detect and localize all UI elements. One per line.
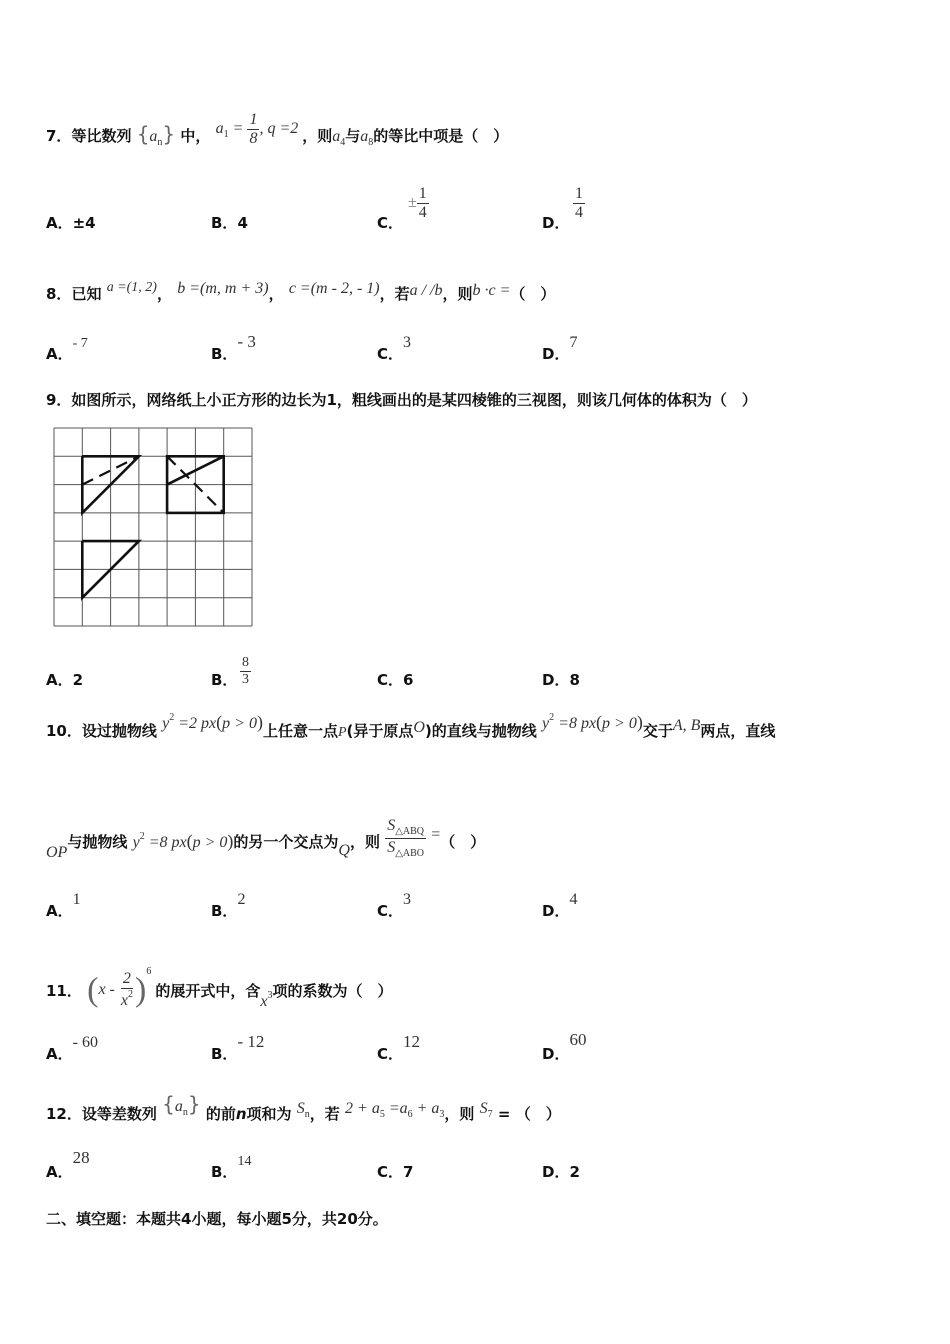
question-7: 7．等比数列 $\{a_n\}$ 中， $a_1$ = $\frac{1}{8}$ , q =2 ，则$a_4$与$a_8$的等比中项是（ ） bbox=[46, 111, 509, 149]
q7-option-c-value: ± $\frac{1}{4}$ bbox=[408, 185, 427, 221]
q11-option-b[interactable]: B．- 12 bbox=[211, 1032, 265, 1063]
q12-option-b[interactable]: B．14 bbox=[211, 1154, 252, 1181]
three-view-figure bbox=[52, 426, 256, 630]
q9-option-b-value: $\frac{8}{3}$ bbox=[242, 655, 249, 687]
q10-option-a[interactable]: A．1 bbox=[46, 891, 81, 920]
q7-option-c[interactable]: C． bbox=[377, 214, 404, 232]
brace-left: { bbox=[136, 122, 150, 147]
q8-option-b[interactable]: B．- 3 bbox=[211, 332, 256, 363]
q11-option-a[interactable]: A．- 60 bbox=[46, 1034, 98, 1063]
q7-option-d[interactable]: D． bbox=[542, 214, 570, 232]
q10-option-d[interactable]: D．4 bbox=[542, 891, 578, 920]
q8-option-a[interactable]: A．- 7 bbox=[46, 336, 88, 363]
question-10-line2: OP与抛物线 $y^2 =8$ px(p > 0)的另一个交点为Q，则 $\frac{S_{\triangle ABQ}}{S_{\triangle ABO}}$ =（ ） bbox=[46, 817, 486, 861]
q9-option-d[interactable]: D．8 bbox=[542, 671, 580, 689]
q8-option-c[interactable]: C．3 bbox=[377, 334, 412, 363]
q9-option-b[interactable]: B． bbox=[211, 671, 238, 689]
q8-option-d[interactable]: D．7 bbox=[542, 334, 578, 363]
q12-option-c[interactable]: C．7 bbox=[377, 1163, 414, 1181]
question-10-line1: 10．设过抛物线 $y^2 =2$ px(p > 0)上任意一点P(异于原点O)的直线与抛物线 $y^2 =8$ px(p > 0)交于A, B两点，直线 bbox=[46, 712, 776, 740]
q7-condition: $a_1$ = $\frac{1}{8}$ , q =2 bbox=[215, 111, 299, 147]
q7-option-b[interactable]: B．4 bbox=[211, 214, 248, 232]
q12-option-d[interactable]: D．2 bbox=[542, 1163, 580, 1181]
q7-option-d-value: $\frac{1}{4}$ bbox=[575, 185, 583, 221]
q9-option-a[interactable]: A．2 bbox=[46, 671, 84, 689]
brace-right: } bbox=[162, 122, 176, 147]
q10-option-c[interactable]: C．3 bbox=[377, 891, 412, 920]
q12-option-a[interactable]: A．28 bbox=[46, 1148, 90, 1181]
q11-option-c[interactable]: C．12 bbox=[377, 1032, 421, 1063]
q11-option-d[interactable]: D．60 bbox=[542, 1030, 587, 1063]
section-heading: 二、填空题：本题共4小题，每小题5分，共20分。 bbox=[46, 1210, 388, 1228]
q7-option-a[interactable]: A．±4 bbox=[46, 214, 96, 232]
q11-expression: (x - $\frac{2}{x^2}$ )$^6$ bbox=[87, 966, 152, 1010]
question-9: 9．如图所示，网络纸上小正方形的边长为1，粗线画出的是某四棱锥的三视图，则该几何体的体积为（ ） bbox=[46, 391, 757, 409]
q10-option-b[interactable]: B．2 bbox=[211, 891, 246, 920]
question-11: 11． (x - $\frac{2}{x^2}$ )$^6$ 的展开式中，含$x^3$项的系数为（ ） bbox=[46, 966, 393, 1010]
q9-option-c[interactable]: C．6 bbox=[377, 671, 414, 689]
question-8: 8．已知 a =(1, 2)， b =(m, m + 3)， c =(m - 2, - 1)，若a / /b，则b ·c =（ ） bbox=[46, 280, 556, 303]
question-12: 12．设等差数列 $\{a_n\}$ 的前n项和为 $S_n$，若 $2 + a_5 =a_6 + a_3$，则 $S_7$ = （ ） bbox=[46, 1092, 561, 1123]
